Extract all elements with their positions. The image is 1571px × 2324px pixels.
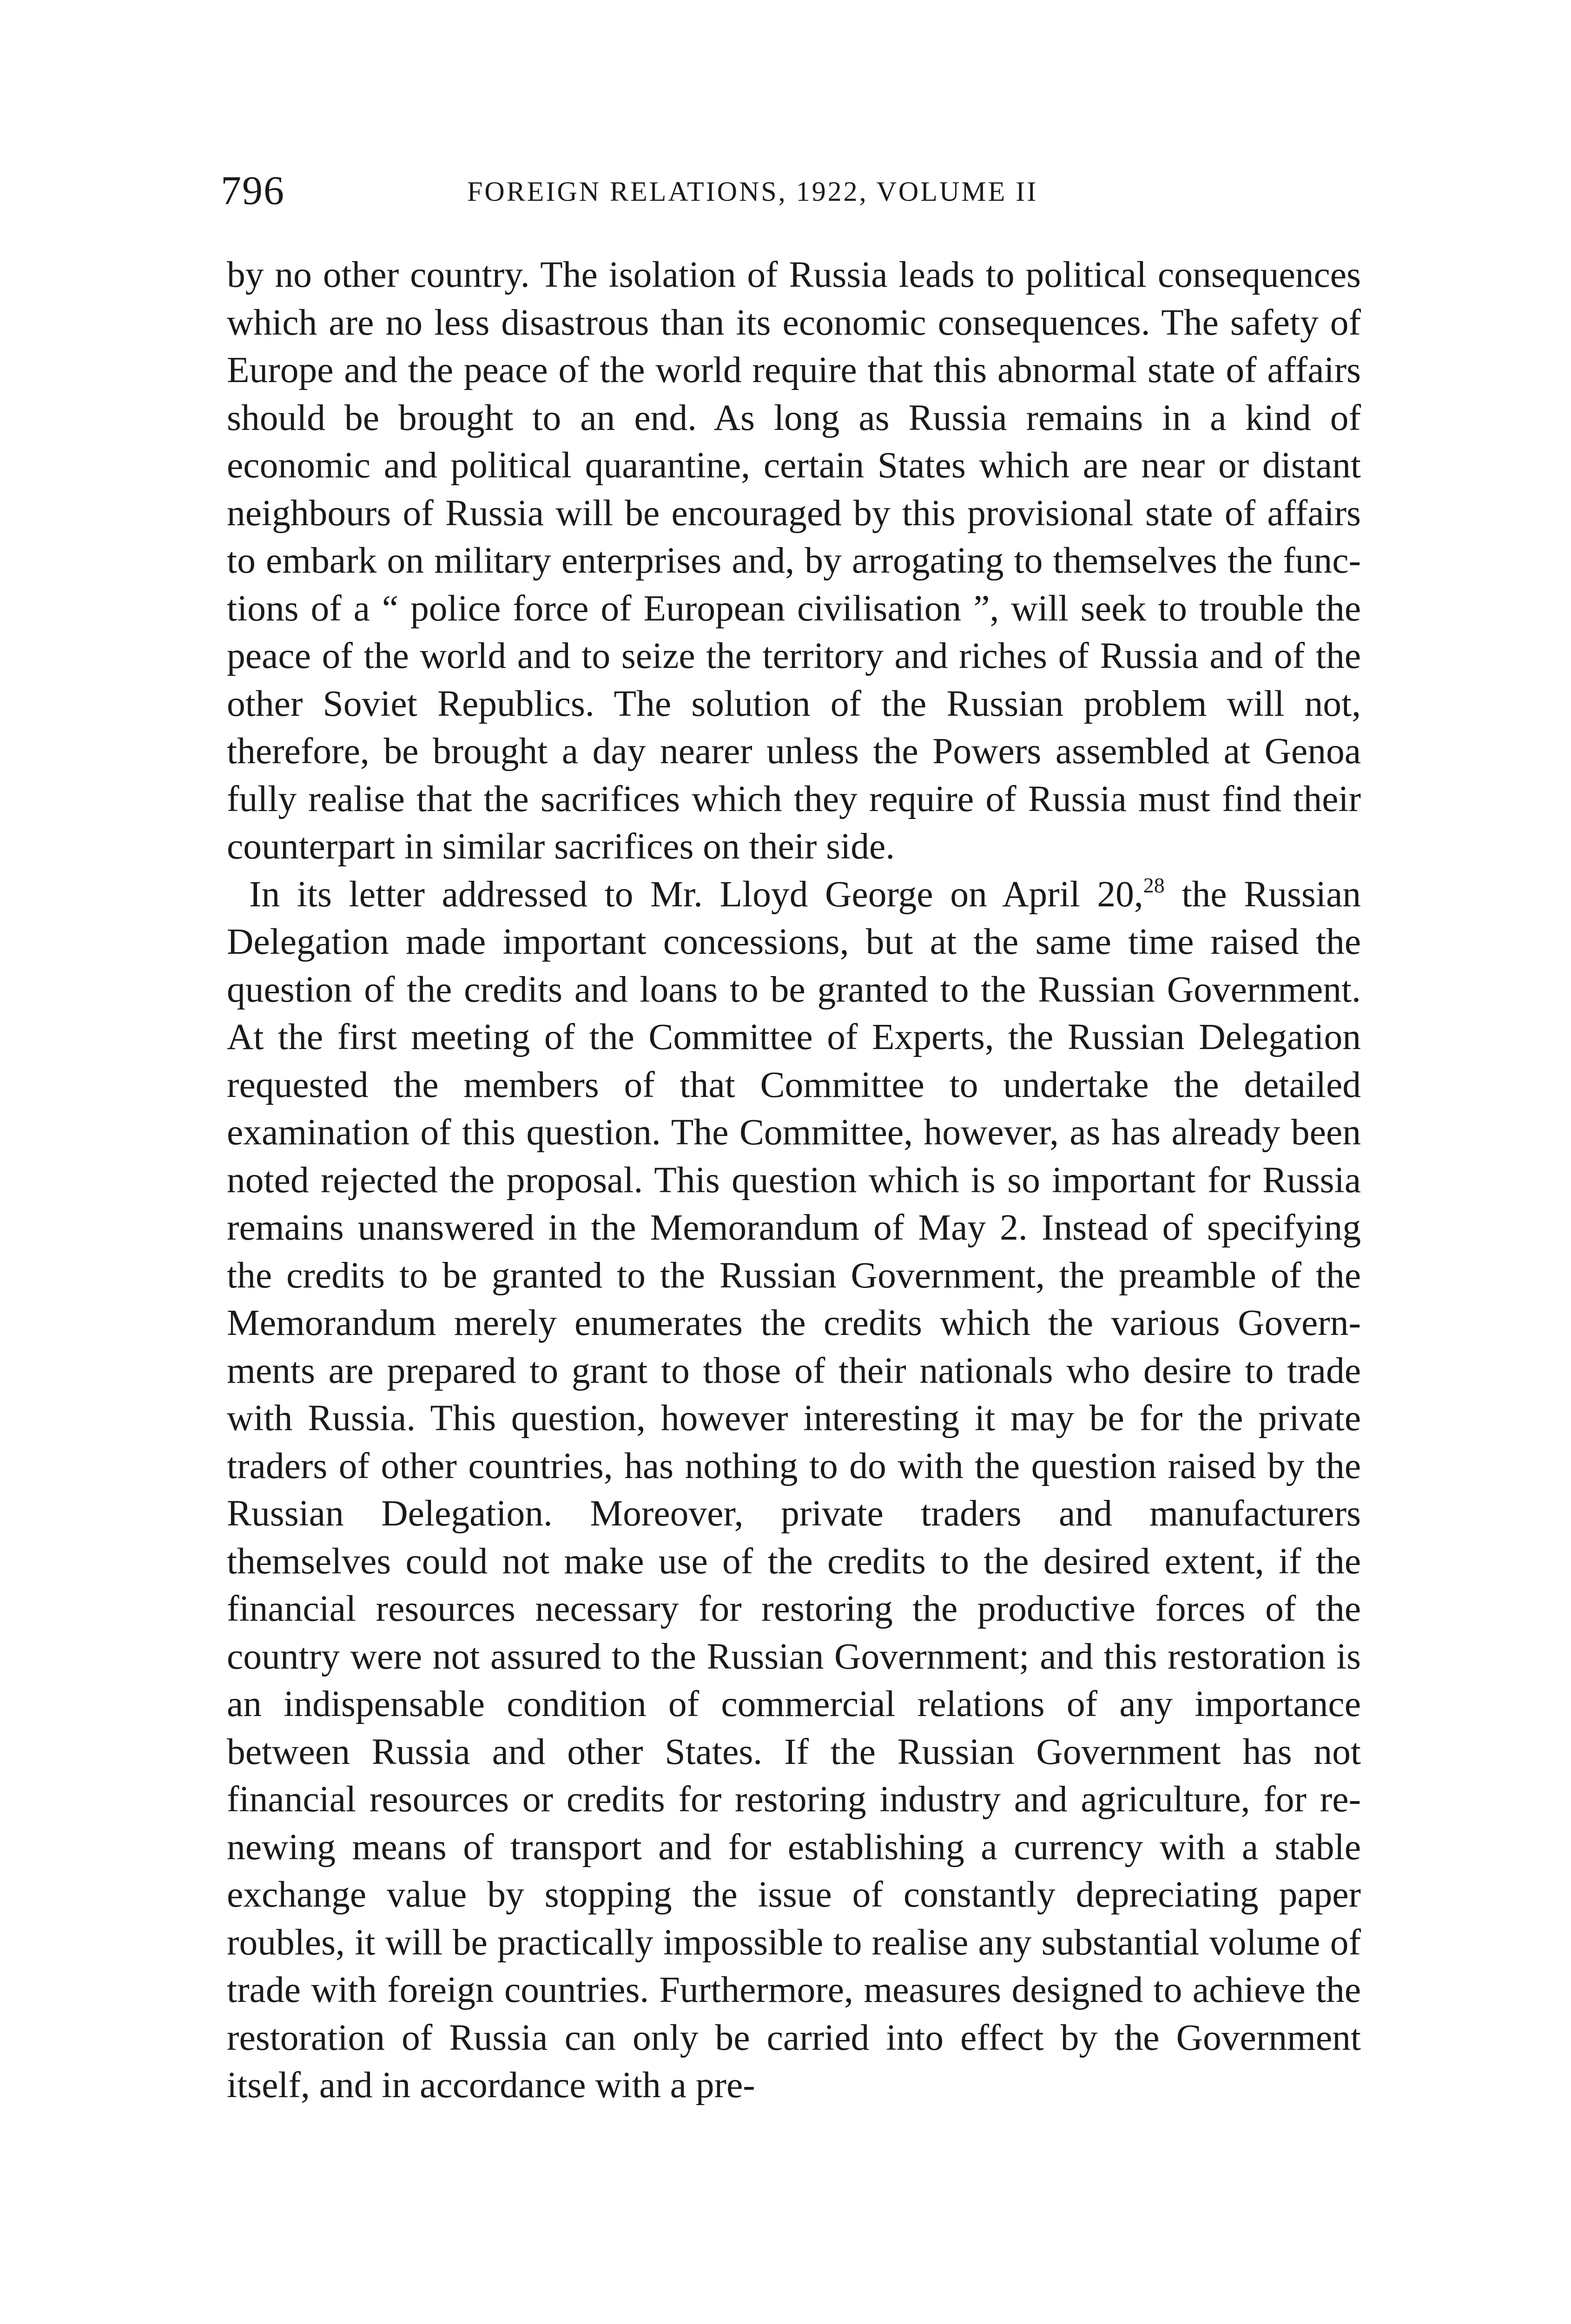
paragraph-2 [227,871,1361,2109]
body-text [227,251,1361,2109]
paragraph-2-rest: the Russian Delegation made important concessions, but at the same time raised the question of the credits and loans to be granted to the Russian Government. At the first meeting of the Committee of Experts, the Russian Delegation requested the members of that Committee to undertake the detailed examination of this question. The Committee, however, as has already been noted rejected the proposal. This question which is so important for Russia remains unanswered in the Memorandum of May 2. Instead of specifying the credits to be granted to the Russian Government, the preamble of the Memorandum merely enumerates the credits which the various Governments are prepared to grant to those of their nationals who desire to trade with Russia. This question, however interesting it may be for the private traders of other countries, has nothing to do with the question raised by the Russian Delegation. Moreover, private traders and manufacturers themselves could not make use of the credits to the desired extent, if the financial resources necessary for restoring the productive forces of the country were not assured to the Russian Government; and this restoration is an indispensable condition of commercial relations of any importance between Russia and other States. If the Russian Government has not financial resources or credits for restoring industry and agriculture, for renewing means of transport and for establishing a currency with a stable exchange value by stopping the issue of constantly depreciating paper roubles, it will be practically impossible to realise any substantial volume of trade with foreign countries. Furthermore, measures designed to achieve the restoration of Russia can only be carried into effect by the Government itself, and in accordance with a pre- [227,873,1361,2106]
page-number: 796 [221,168,285,213]
footnote-reference[interactable]: 28 [1143,873,1165,897]
paragraph-1: by no other country. The isolation of Russia leads to political consequences which are no less disastrous than its economic consequences. The safety of Europe and the peace of the world require that this abnormal state of affairs should be brought to an end. As long as Russia remains in a kind of economic and political quarantine, certain States which are near or distant neighbours of Russia will be encouraged by this provisional state of affairs to embark on military enterprises and, by arrogating to themselves the functions of a “ police force of European civilisation ”, will seek to trouble the peace of the world and to seize the territory and riches of Russia and of the other Soviet Republics. The solution of the Russian problem will not, therefore, be brought a day nearer unless the Powers assembled at Genoa fully realise that the sacrifices which they require of Russia must find their counterpart in similar sacrifices on their side. [227,254,1361,867]
paragraph-2-start: In its letter addressed to Mr. Lloyd George on April 20, [249,873,1143,915]
page-header [221,167,1364,223]
running-head: FOREIGN RELATIONS, 1922, VOLUME II [467,176,1038,207]
